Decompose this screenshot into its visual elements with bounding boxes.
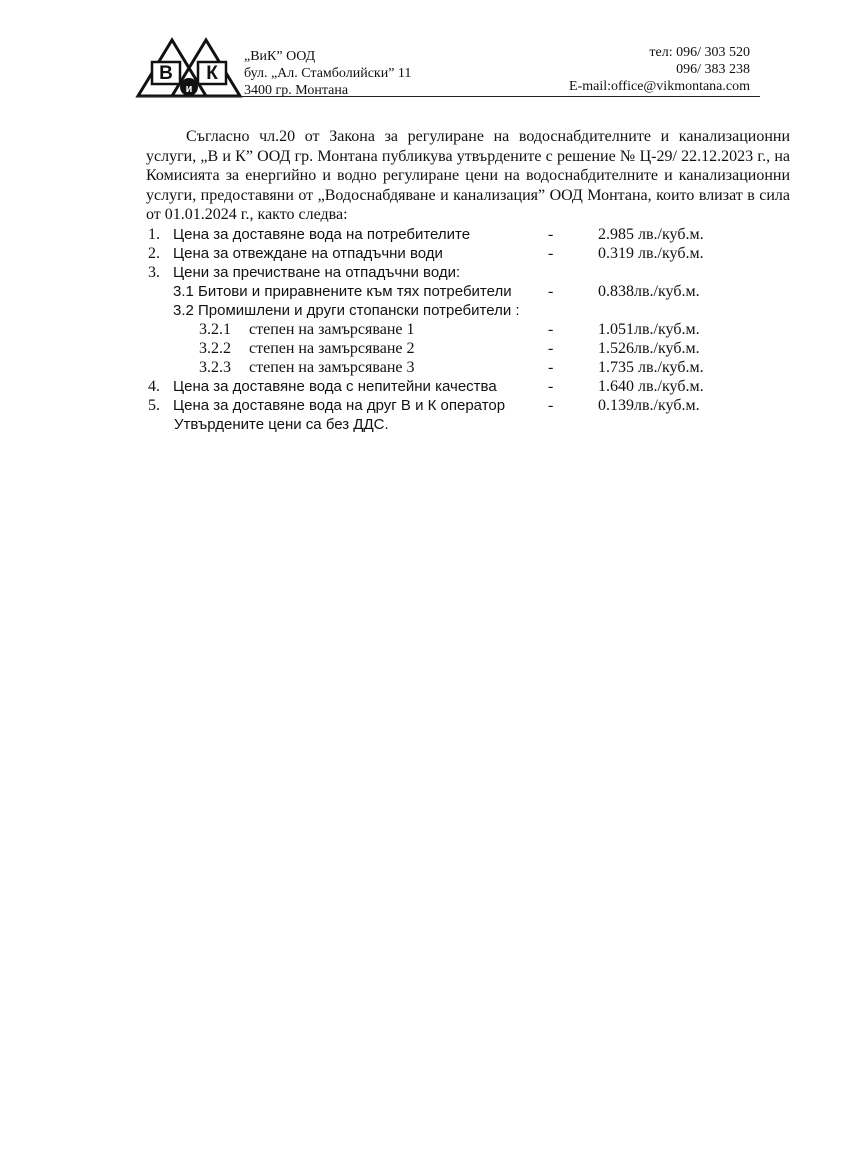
item-label: Цена за доставяне вода на потребителите	[173, 225, 471, 243]
item-dash: -	[548, 320, 554, 338]
price-item-1	[146, 225, 790, 244]
phone-secondary: 096/ 383 238	[676, 62, 750, 77]
company-name: „ВиК” ООД	[244, 49, 316, 64]
item-label: Цена за доставяне вода с непитейни качества	[173, 377, 497, 395]
item-price: 1.051лв./куб.м.	[598, 320, 700, 338]
item-price: 0.319 лв./куб.м.	[598, 244, 704, 262]
item-label: степен на замърсяване 1	[249, 320, 415, 338]
logo-letter-right: К	[206, 63, 218, 84]
price-item-3-2-1	[146, 320, 790, 339]
item-price: 1.526лв./куб.м.	[598, 339, 700, 357]
item-dash: -	[548, 358, 554, 376]
item-number: 1.	[148, 225, 160, 243]
item-label: Цени за пречистване на отпадъчни води:	[173, 263, 461, 281]
email-address: E-mail:office@vikmontana.com	[569, 79, 750, 94]
item-price: 0.139лв./куб.м.	[598, 396, 700, 414]
item-number: 3.2.3	[199, 358, 231, 376]
item-dash: -	[548, 244, 554, 262]
vat-note: Утвърдените цени са без ДДС.	[174, 415, 389, 433]
price-item-4	[146, 377, 790, 396]
item-dash: -	[548, 396, 554, 414]
item-dash: -	[548, 377, 554, 395]
item-label: Цена за отвеждане на отпадъчни води	[173, 244, 443, 262]
item-price: 1.640 лв./куб.м.	[598, 377, 704, 395]
phone-primary: тел: 096/ 303 520	[649, 45, 750, 60]
company-address-city: 3400 гр. Монтана	[244, 83, 349, 98]
document-body	[146, 127, 790, 434]
header-divider	[136, 96, 760, 97]
price-item-2	[146, 244, 790, 263]
item-number: 5.	[148, 396, 160, 414]
price-item-3-2	[146, 301, 790, 320]
contact-info	[569, 44, 750, 95]
price-item-3-1	[146, 282, 790, 301]
price-item-3	[146, 263, 790, 282]
item-price: 2.985 лв./куб.м.	[598, 225, 704, 243]
item-dash: -	[548, 339, 554, 357]
item-label: 3.1 Битови и приравнените към тях потребители	[173, 282, 512, 300]
item-label: степен на замърсяване 2	[249, 339, 415, 357]
item-number: 4.	[148, 377, 160, 395]
item-dash: -	[548, 282, 554, 300]
intro-paragraph: Съгласно чл.20 от Закона за регулиране на водоснабдителните и канализационни услуги, „В и К” ООД гр. Монтана публикува утвърдените с решение № Ц-29/ 22.12.2023 г., на Комисията за енергийно и водно регулиране цени на водоснабдителните и канализационни услуги, предоставяни от „Водоснабдяване и канализация” ООД Монтана, които влизат в сила от 01.01.2024 г., както следва:	[146, 128, 790, 223]
item-label: 3.2 Промишлени и други стопански потребители :	[173, 301, 520, 319]
price-item-3-2-2	[146, 339, 790, 358]
price-item-3-2-3	[146, 358, 790, 377]
item-number: 3.2.1	[199, 320, 231, 338]
logo-letter-left: В	[159, 63, 173, 84]
item-label: степен на замърсяване 3	[249, 358, 415, 376]
price-item-5	[146, 396, 790, 415]
logo-letter-bottom: и	[185, 83, 193, 95]
item-price: 1.735 лв./куб.м.	[598, 358, 704, 376]
item-price: 0.838лв./куб.м.	[598, 282, 700, 300]
item-number: 3.2.2	[199, 339, 231, 357]
company-address-street: бул. „Ал. Стамболийски” 11	[244, 66, 412, 81]
item-label: Цена за доставяне вода на друг В и К оператор	[173, 396, 506, 414]
company-info	[244, 48, 411, 99]
item-number: 2.	[148, 244, 160, 262]
item-dash: -	[548, 225, 554, 243]
vik-logo	[134, 36, 244, 102]
item-number: 3.	[148, 263, 160, 281]
